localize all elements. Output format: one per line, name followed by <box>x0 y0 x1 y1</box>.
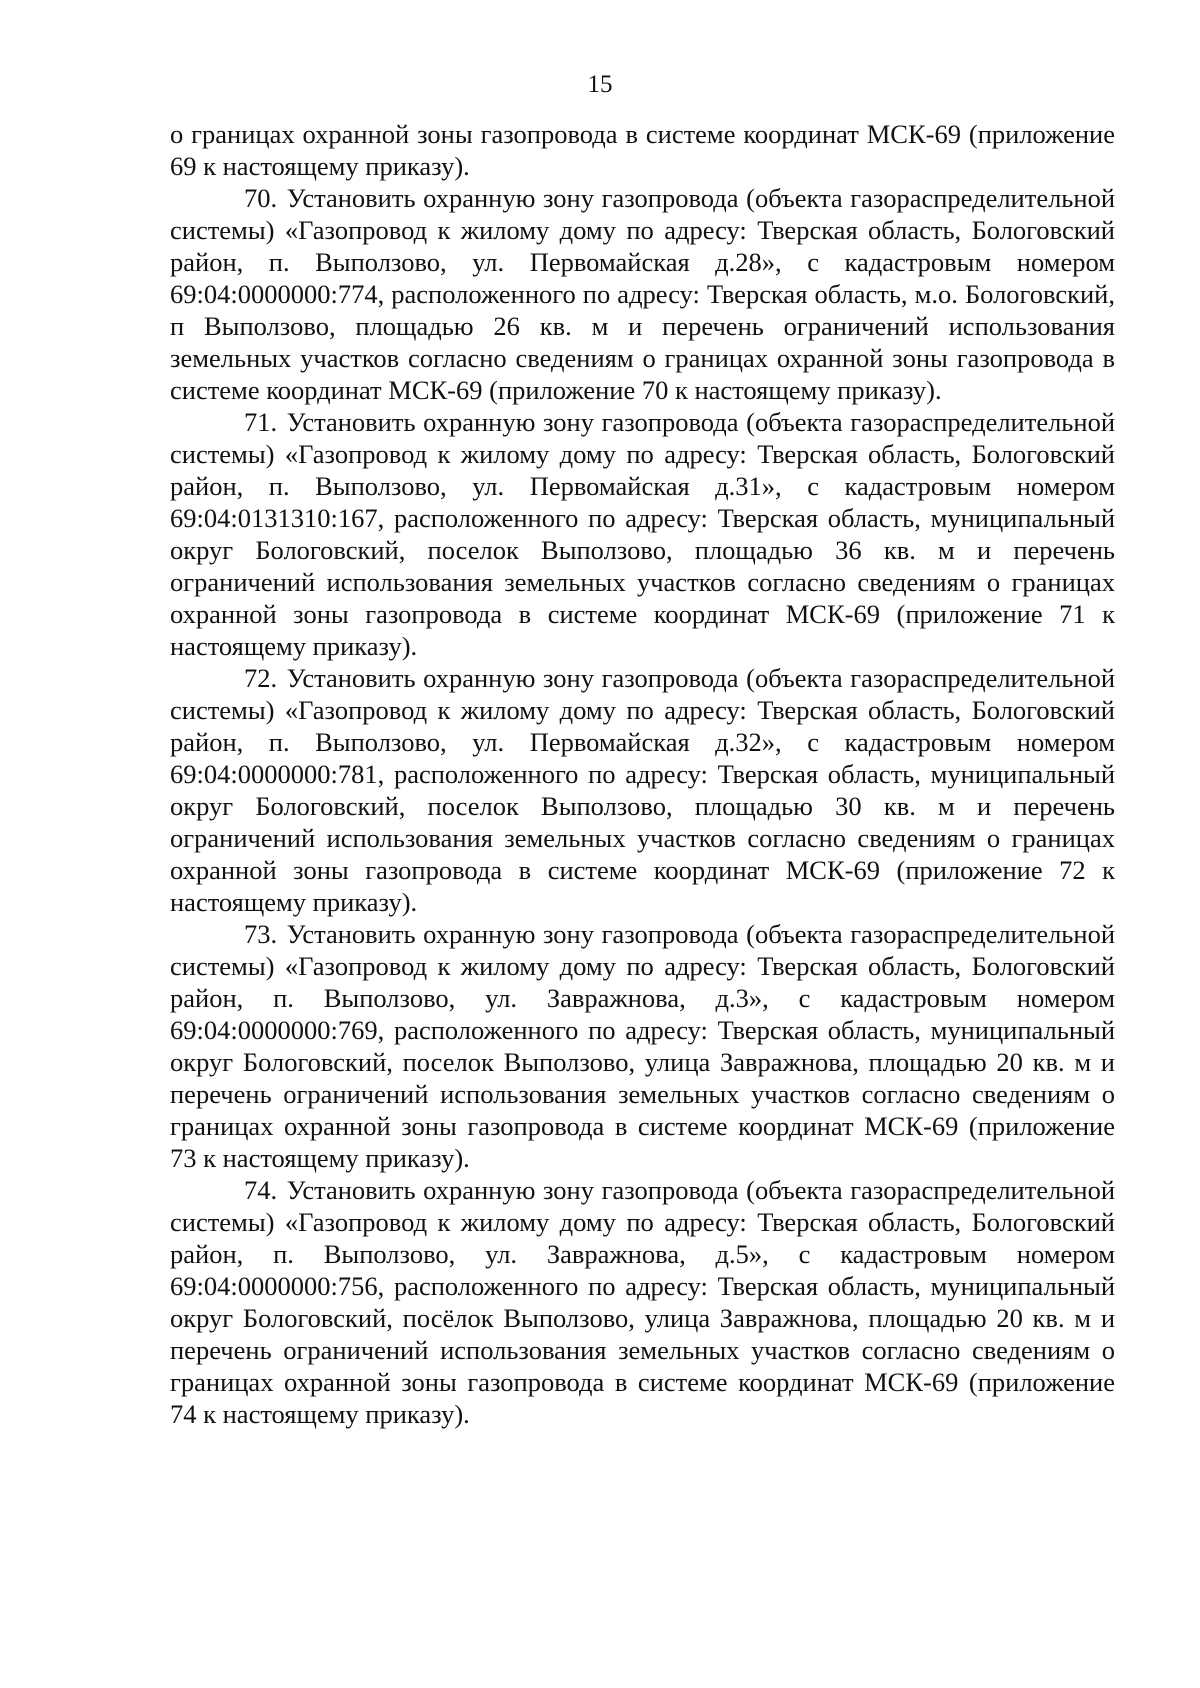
paragraph-number: 71. <box>244 407 278 437</box>
paragraph-item-73 <box>170 918 1115 1174</box>
paragraph-item-74 <box>170 1174 1115 1430</box>
paragraph-text: Установить охранную зону газопровода (объекта газораспределительной системы) «Газопровод к жилому дому по адресу: Тверская область, Бологовский район, п. Выползово, ул. Первомайская д.28», с кадастровым номером 69:04:0000000:774, расположенного по адресу: Тверская область, м.о. Бологовский, п Выползово, площадью 26 кв. м и перечень ограничений использования земельных участков согласно сведениям о границах охранной зоны газопровода в системе координат МСК-69 (приложение 70 к настоящему приказу). <box>170 183 1116 405</box>
paragraph-text: Установить охранную зону газопровода (объекта газораспределительной системы) «Газопровод к жилому дому по адресу: Тверская область, Бологовский район, п. Выползово, ул. Завражнова, д.5», с кадастровым номером 69:04:0000000:756, расположенного по адресу: Тверская область, муниципальный округ Бологовский, посёлок Выползово, улица Завражнова, площадью 20 кв. м и перечень ограничений использования земельных участков согласно сведениям о границах охранной зоны газопровода в системе координат МСК-69 (приложение 74 к настоящему приказу). <box>170 1175 1116 1429</box>
paragraph-item-71 <box>170 406 1115 662</box>
paragraph-text: Установить охранную зону газопровода (объекта газораспределительной системы) «Газопровод к жилому дому по адресу: Тверская область, Бологовский район, п. Выползово, ул. Первомайская д.32», с кадастровым номером 69:04:0000000:781, расположенного по адресу: Тверская область, муниципальный округ Бологовский, поселок Выползово, площадью 30 кв. м и перечень ограничений использования земельных участков согласно сведениям о границах охранной зоны газопровода в системе координат МСК-69 (приложение 72 к настоящему приказу). <box>170 663 1116 917</box>
paragraph-number: 72. <box>244 663 278 693</box>
paragraph-text: Установить охранную зону газопровода (объекта газораспределительной системы) «Газопровод к жилому дому по адресу: Тверская область, Бологовский район, п. Выползово, ул. Первомайская д.31», с кадастровым номером 69:04:0131310:167, расположенного по адресу: Тверская область, муниципальный округ Бологовский, поселок Выползово, площадью 36 кв. м и перечень ограничений использования земельных участков согласно сведениям о границах охранной зоны газопровода в системе координат МСК-69 (приложение 71 к настоящему приказу). <box>170 407 1116 661</box>
paragraph-number: 74. <box>244 1175 278 1205</box>
paragraph-item-70 <box>170 182 1115 406</box>
paragraph-text: о границах охранной зоны газопровода в системе координат МСК-69 (приложение 69 к настоящему приказу). <box>170 119 1115 181</box>
paragraph-item-72 <box>170 662 1115 918</box>
page-number: 15 <box>587 71 613 98</box>
paragraph-number: 70. <box>244 183 278 213</box>
paragraph-continuation <box>170 118 1115 182</box>
document-body <box>170 118 1115 1430</box>
paragraph-number: 73. <box>244 919 278 949</box>
paragraph-text: Установить охранную зону газопровода (объекта газораспределительной системы) «Газопровод к жилому дому по адресу: Тверская область, Бологовский район, п. Выползово, ул. Завражнова, д.3», с кадастровым номером 69:04:0000000:769, расположенного по адресу: Тверская область, муниципальный округ Бологовский, поселок Выползово, улица Завражнова, площадью 20 кв. м и перечень ограничений использования земельных участков согласно сведениям о границах охранной зоны газопровода в системе координат МСК-69 (приложение 73 к настоящему приказу). <box>170 919 1116 1173</box>
